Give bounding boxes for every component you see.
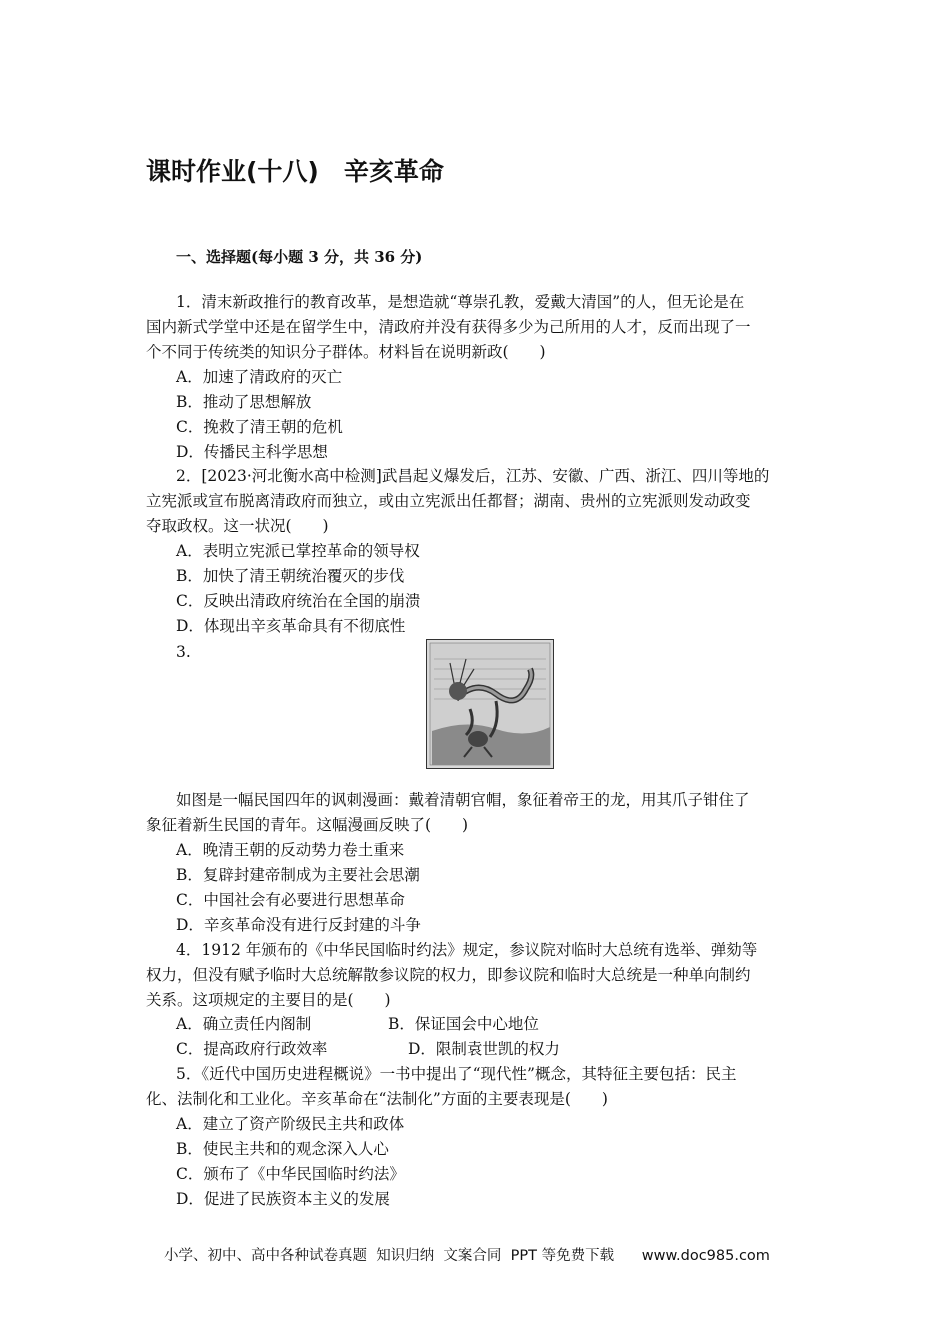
q4-option-c: C．提高政府行政效率 [176,1040,328,1058]
q3-option-d: D．辛亥革命没有进行反封建的斗争 [176,916,421,934]
q3-option-b: B．复辟封建帝制成为主要社会思潮 [176,866,420,884]
page-title: 课时作业(十八) 辛亥革命 [146,157,444,186]
q1-option-d: D．传播民主科学思想 [176,443,328,461]
q1-line-2: 国内新式学堂中还是在留学生中，清政府并没有获得多少为己所用的人才，反而出现了一 [146,318,751,336]
q3-option-a: A．晚清王朝的反动势力卷土重来 [176,841,405,859]
q5-line-1: 5．《近代中国历史进程概说》一书中提出了“现代性”概念，其特征主要包括：民主 [176,1065,737,1083]
q1-option-c: C．挽救了清王朝的危机 [176,418,343,436]
q1-line-3: 个不同于传统类的知识分子群体。材料旨在说明新政( ) [146,343,546,361]
q2-line-1: 2．[2023·河北衡水高中检测]武昌起义爆发后，江苏、安徽、广西、浙江、四川等地的 [176,467,770,485]
q4-option-a: A．确立责任内阁制 [176,1015,312,1033]
q4-line-3: 关系。这项规定的主要目的是( ) [146,991,391,1009]
dragon-cartoon-image [426,639,554,769]
q2-option-a: A．表明立宪派已掌控革命的领导权 [176,542,420,560]
q3-option-c: C．中国社会有必要进行思想革命 [176,891,405,909]
q5-line-2: 化、法制化和工业化。辛亥革命在“法制化”方面的主要表现是( ) [146,1090,608,1108]
q5-option-b: B．使民主共和的观念深入人心 [176,1140,389,1158]
q1-line-1: 1．清末新政推行的教育改革，是想造就“尊崇孔教，爱戴大清国”的人，但无论是在 [176,293,745,311]
q5-option-c: C．颁布了《中华民国临时约法》 [176,1165,405,1183]
q4-option-d: D．限制袁世凯的权力 [408,1040,560,1058]
q2-line-3: 夺取政权。这一状况( ) [146,517,329,535]
q4-option-b: B．保证国会中心地位 [388,1015,539,1033]
q2-line-2: 立宪派或宣布脱离清政府而独立，或由立宪派出任都督；湖南、贵州的立宪派则发动政变 [146,492,751,510]
q4-line-1: 4．1912 年颁布的《中华民国临时约法》规定，参议院对临时大总统有选举、弹劾等 [176,941,758,959]
q3-line-1: 如图是一幅民国四年的讽刺漫画：戴着清朝官帽，象征着帝王的龙，用其爪子钳住了 [176,791,750,809]
q3-number: 3. [176,643,191,661]
footer-ad-text: 小学、初中、高中各种试卷真题 知识归纳 文案合同 PPT 等免费下载 www.doc985.com [164,1248,770,1264]
q5-option-d: D．促进了民族资本主义的发展 [176,1190,390,1208]
q3-line-2: 象征着新生民国的青年。这幅漫画反映了( ) [146,816,469,834]
q2-option-b: B．加快了清王朝统治覆灭的步伐 [176,567,405,585]
q1-option-a: A．加速了清政府的灭亡 [176,368,343,386]
section-heading: 一、选择题(每小题 3 分，共 36 分) [176,248,423,266]
q1-option-b: B．推动了思想解放 [176,393,312,411]
q2-option-c: C．反映出清政府统治在全国的崩溃 [176,592,421,610]
q2-option-d: D．体现出辛亥革命具有不彻底性 [176,617,406,635]
q5-option-a: A．建立了资产阶级民主共和政体 [176,1115,405,1133]
q4-line-2: 权力，但没有赋予临时大总统解散参议院的权力，即参议院和临时大总统是一种单向制约 [146,966,751,984]
